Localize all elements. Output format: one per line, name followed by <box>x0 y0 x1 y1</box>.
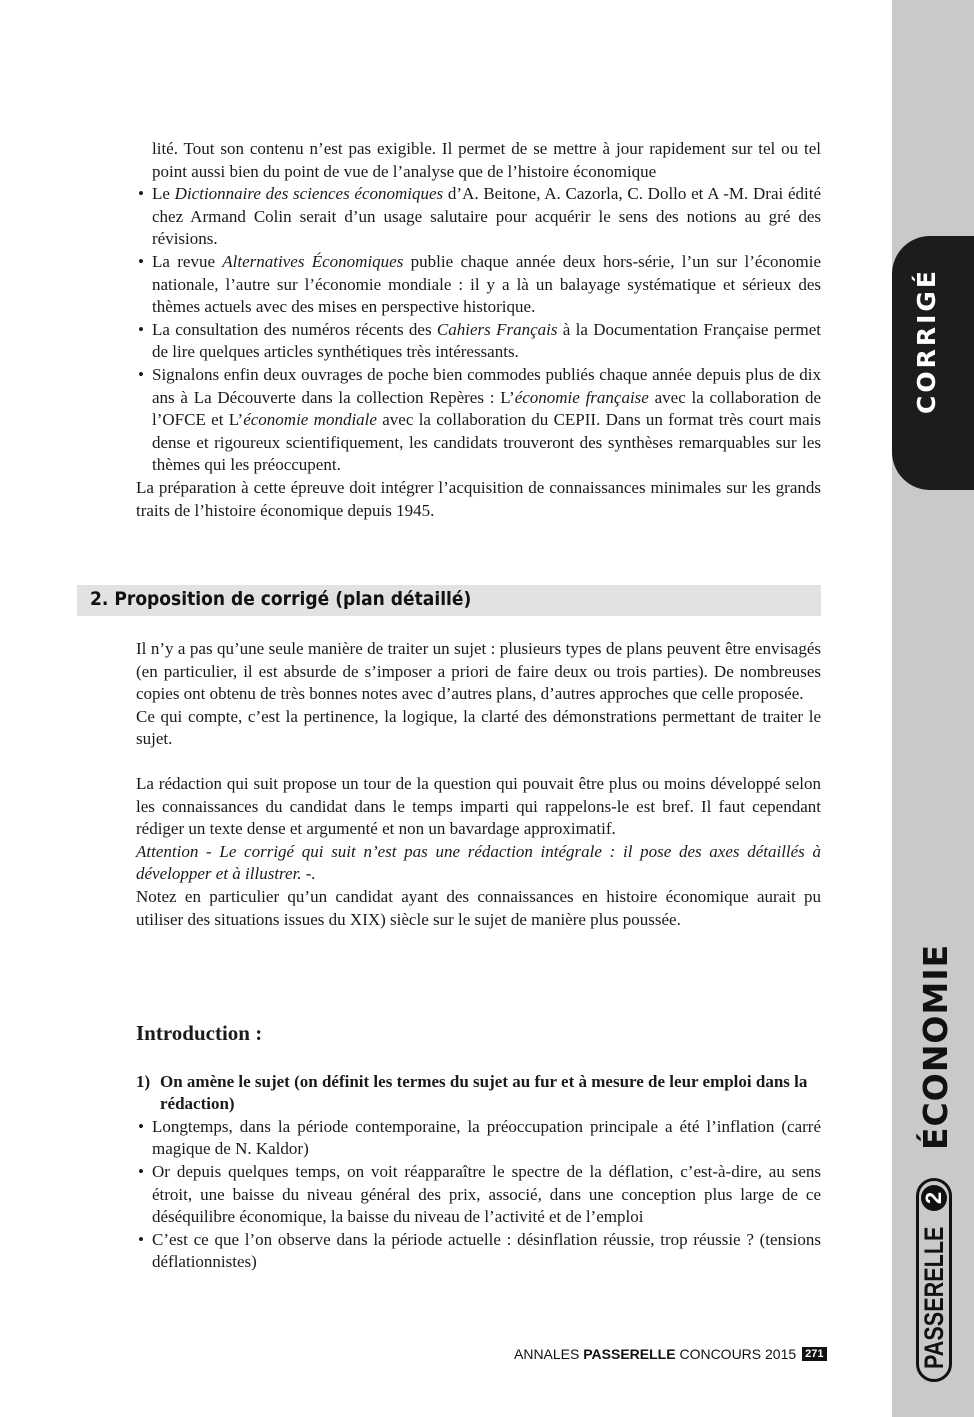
corrige-tab-label: CORRIGÉ <box>912 268 941 414</box>
introduction-block <box>136 1022 821 1274</box>
subheading: 1) On amène le sujet (on définit les termes du sujet au fur et à mesure de leur emploi dans la rédaction) <box>136 1071 808 1114</box>
paragraph: Il n’y a pas qu’une seule manière de traiter un sujet : plusieurs types de plans peuvent être envisagés (en particulier, il est absurde de s’imposer a priori de faire deux ou trois parties). De nombreuses copies ont obtenu de très bonnes notes avec d’autres plans, d’autres approches que celle proposée. <box>136 639 821 704</box>
continued-line: lité. Tout son contenu n’est pas exigible. Il permet de se mettre à jour rapidement sur tel ou tel point aussi bien du point de vue de l’analyse que de l’histoire économique <box>152 139 821 181</box>
resources-list <box>136 183 821 477</box>
list-item: • C’est ce que l’on observe dans la période actuelle : désinflation réussie, trop réussie ? (tensions déflationnistes) <box>138 1229 821 1272</box>
paragraph: Notez en particulier qu’un candidat ayant des connaissances en histoire économique aurait pu utiliser des situations issues du XIX) siècle sur le sujet de manière plus poussée. <box>136 886 821 929</box>
list-item: • La consultation des numéros récents des Cahiers Français à la Documentation Française permet de lire quelques articles synthétiques très intéressants. <box>138 319 821 362</box>
passerelle-logo <box>916 1178 952 1382</box>
introduction-list <box>136 1116 821 1274</box>
closing-paragraph: La préparation à cette épreuve doit intégrer l’acquisition de connaissances minimales sur les grands traits de l’histoire économique depuis 1945. <box>136 477 821 520</box>
page-footer: ANNALES PASSERELLE CONCOURS 2015 271 <box>514 1346 827 1362</box>
list-item: • Or depuis quelques temps, on voit réapparaître le spectre de la déflation, c’est-à-dire, au sens étroit, une baisse du niveau général des prix, associé, dans une conception plus large de ce déséquilibre économique, la baisse du niveau de l’activité et de l’emploi <box>138 1161 821 1227</box>
introduction-heading: Introduction : <box>136 1021 263 1045</box>
body-block <box>136 638 821 931</box>
paragraph: La rédaction qui suit propose un tour de la question qui pouvait être plus ou moins développé selon les connaissances du candidat dans le temps imparti qui rappelons-le est bref. Il faut cependant rédiger un texte dense et argumenté et non un bavardage approximatif. <box>136 773 821 839</box>
list-item: • Longtemps, dans la période contemporaine, la préoccupation principale a été l’inflation (carré magique de N. Kaldor) <box>138 1116 821 1159</box>
section-title: 2. Proposition de corrigé (plan détaillé) <box>90 588 472 610</box>
page-number: 271 <box>802 1347 826 1361</box>
list-item: • Le Dictionnaire des sciences économiques d’A. Beitone, A. Cazorla, C. Dollo et A -M. Drai édité chez Armand Colin serait d’un usage salutaire pour acquérir le sens des notions au gré des révisions. <box>138 184 822 249</box>
list-item: • La revue Alternatives Économiques publie chaque année deux hors-série, l’un sur l’économie nationale, l’autre sur l’économie mondiale : il y a là un balayage systématique et sérieux des thèmes actuels avec des mises en perspective historique. <box>138 251 821 317</box>
attention-note: Attention - Le corrigé qui suit n’est pas une rédaction intégrale : il pose des axes détaillés à développer et à illustrer. -. <box>136 841 821 884</box>
list-item: • Signalons enfin deux ouvrages de poche bien commodes publiés chaque année depuis plus de dix ans à La Découverte dans la collection Repères : L’économie française avec la collaboration de l’OFCE et L’économie mondiale avec la collaboration du CEPII. Dans un format très court mais dense et rigoureux scientifiquement, les candidats trouveront des synthèses remarquables sur les thèmes qui les préoccupent. <box>138 364 822 475</box>
resources-block <box>136 138 821 522</box>
subject-label: ÉCONOMIE <box>916 943 955 1150</box>
logo-number: 2 <box>921 1185 947 1211</box>
paragraph: Ce qui compte, c’est la pertinence, la logique, la clarté des démonstrations permettant de traiter le sujet. <box>136 706 821 749</box>
logo-word: PASSERELLE <box>918 1226 949 1369</box>
